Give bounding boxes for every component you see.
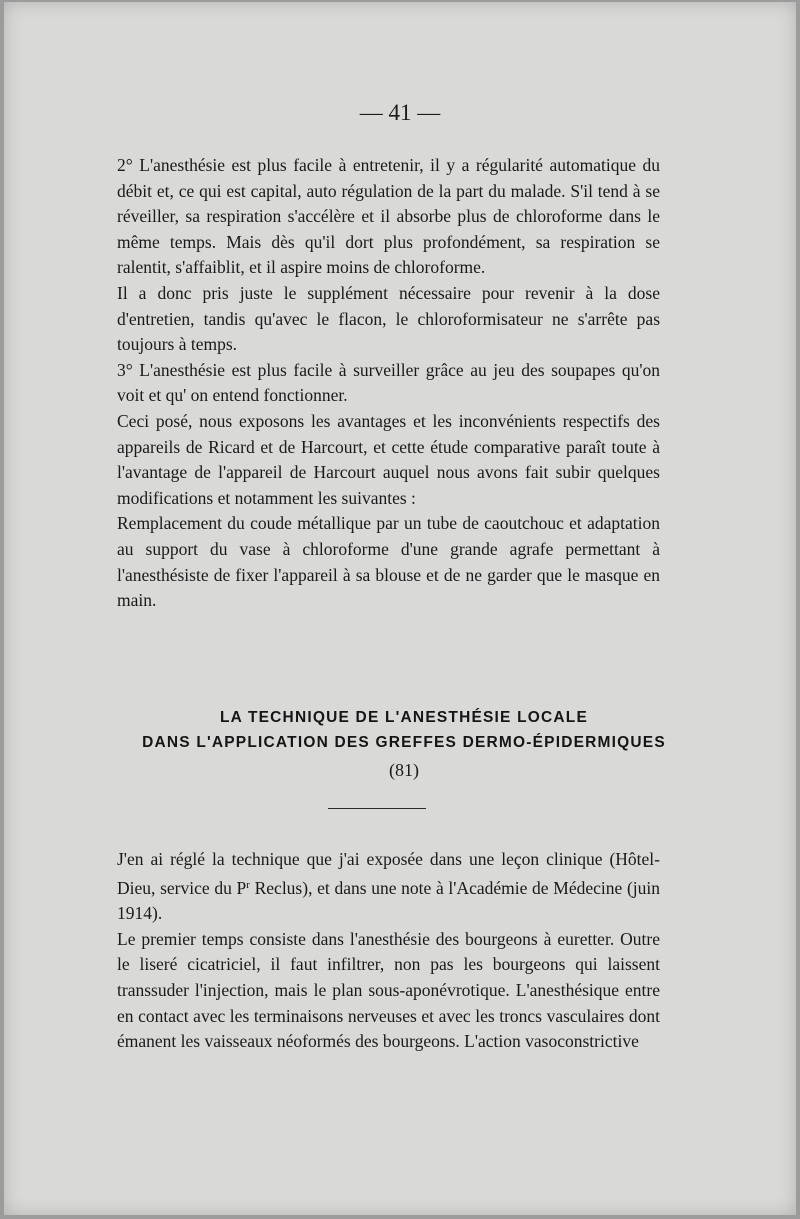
paragraph-text: J'en ai réglé la technique que j'ai exposée dans une leçon clinique (Hôtel-Dieu, service du P xyxy=(117,849,660,898)
superscript: r xyxy=(246,878,250,891)
body-text-section-2 xyxy=(117,847,660,1055)
paragraph: Il a donc pris juste le supplément nécessaire pour revenir à la dose d'entretien, tandis qu'avec le flacon, le chloroformisateur ne s'arrête pas toujours à temps. xyxy=(117,282,660,355)
paragraph: Remplacement du coude métallique par un tube de caoutchouc et adaptation au support du vase à chloroforme d'une grande agrafe permettant à l'anesthésiste de fixer l'appareil à sa blouse et de ne garder que le masque en main. xyxy=(117,513,660,611)
section-divider xyxy=(328,808,426,809)
paragraph: Le premier temps consiste dans l'anesthésie des bourgeons à euretter. Outre le liseré cicatriciel, il faut infiltrer, non pas les bourgeons qui laissent transsuder l'injection, mais le plan sous-aponévrotique. L'anesthésique entre en contact avec les terminaisons nerveuses et avec les troncs vasculaires dont émanent les vaisseaux néoformés des bourgeons. L'action vasoconstrictive xyxy=(117,928,660,1052)
paragraph: Ceci posé, nous exposons les avantages et les inconvénients respectifs des appareils de Ricard et de Harcourt, et cette étude comparative paraît toute à l'avantage de l'appareil de Harcourt auquel nous avons fait subir quelques modifications et notamment les suivantes : xyxy=(117,410,660,508)
paragraph-text: Reclus), et dans une note à l'Académie de Médecine (juin 1914). xyxy=(117,877,660,924)
section-number: (81) xyxy=(389,760,419,780)
section-heading-line-2: DANS L'APPLICATION DES GREFFES DERMO-ÉPIDERMIQUES xyxy=(142,734,666,751)
paragraph: 3° L'anesthésie est plus facile à surveiller grâce au jeu des soupapes qu'on voit et qu' on entend fonctionner. xyxy=(117,359,660,406)
body-text-section-1 xyxy=(117,153,660,614)
paragraph: 2° L'anesthésie est plus facile à entretenir, il y a régularité automatique du débit et, ce qui est capital, auto régulation de la part du malade. S'il tend à se réveiller, sa respiration s'accélère et il absorbe plus de chloroforme dans le même temps. Mais dès qu'il dort plus profondément, sa respiration se ralentit, s'affaiblit, et il aspire moins de chloroforme. xyxy=(117,155,660,278)
section-heading-line-1: LA TECHNIQUE DE L'ANESTHÉSIE LOCALE xyxy=(219,709,589,726)
page-number: — 41 — xyxy=(359,100,441,125)
book-page xyxy=(4,2,796,1215)
paragraph xyxy=(117,847,660,927)
